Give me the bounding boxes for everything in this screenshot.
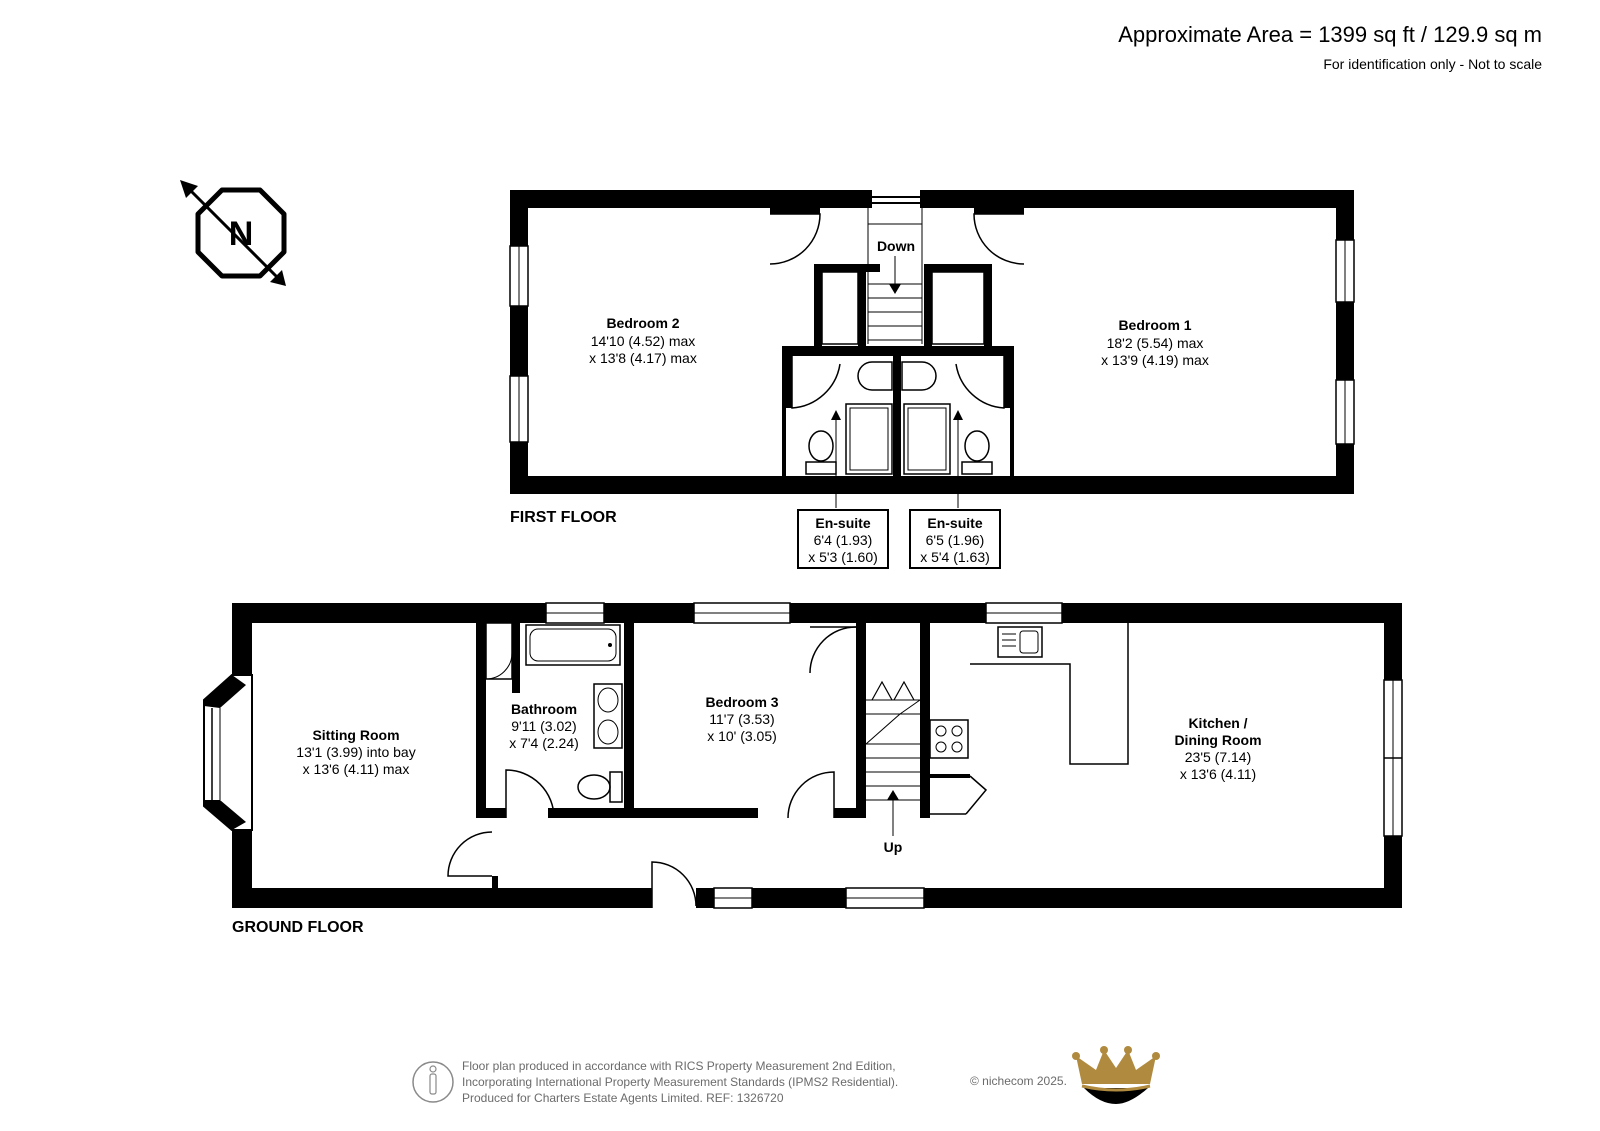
bedroom2-name: Bedroom 2: [606, 315, 680, 331]
footer-disclaimer: [462, 1058, 898, 1106]
kitchen-name-line1: Kitchen /: [1188, 715, 1248, 731]
footer-line3: Produced for Charters Estate Agents Limited. REF: 1326720: [462, 1091, 784, 1105]
first-floor-plan: [510, 190, 1354, 568]
footer-line1: Floor plan produced in accordance with RICS Property Measurement 2nd Edition,: [462, 1059, 896, 1073]
stairs-up-label: Up: [883, 839, 903, 855]
scale-note: For identification only - Not to scale: [1323, 56, 1542, 72]
sitting-room-dim1: 13'1 (3.99) into bay: [296, 744, 416, 760]
bedroom3-dim1: 11'7 (3.53): [709, 711, 775, 727]
footer-line2: Incorporating International Property Measurement Standards (IPMS2 Residential).: [462, 1075, 899, 1089]
bedroom1-dim2: x 13'9 (4.19) max: [1101, 352, 1209, 368]
ensuite-right-dim1: 6'5 (1.96): [925, 532, 985, 548]
ground-floor-plan: [204, 603, 1402, 936]
bedroom1-dim1: 18'2 (5.54) max: [1106, 335, 1204, 351]
bedroom2-dim1: 14'10 (4.52) max: [590, 333, 696, 349]
north-arrow-icon: [180, 180, 286, 286]
first-floor-label: FIRST FLOOR: [510, 509, 617, 526]
ensuite-right-name: En-suite: [927, 515, 983, 531]
crown-logo-icon: [1072, 1046, 1160, 1104]
stairs-down-label: Down: [876, 238, 916, 254]
sitting-room-name: Sitting Room: [312, 727, 400, 743]
bathroom-dim1: 9'11 (3.02): [511, 718, 577, 734]
sitting-room-dim2: x 13'6 (4.11) max: [302, 761, 410, 777]
bedroom3-dim2: x 10' (3.05): [707, 728, 777, 744]
ensuite-left-dim2: x 5'3 (1.60): [808, 549, 878, 565]
person-scale-icon: [413, 1062, 453, 1102]
approximate-area: Approximate Area = 1399 sq ft / 129.9 sq m: [1118, 22, 1542, 47]
kitchen-dim1: 23'5 (7.14): [1184, 749, 1252, 765]
bedroom3-name: Bedroom 3: [705, 694, 779, 710]
north-letter: N: [228, 215, 254, 253]
bathroom-dim2: x 7'4 (2.24): [509, 735, 579, 751]
bedroom2-dim2: x 13'8 (4.17) max: [589, 350, 697, 366]
ground-floor-label: GROUND FLOOR: [232, 919, 364, 936]
ensuite-left-name: En-suite: [815, 515, 871, 531]
ensuite-right-dim2: x 5'4 (1.63): [920, 549, 990, 565]
kitchen-name-line2: Dining Room: [1174, 732, 1262, 748]
kitchen-dim2: x 13'6 (4.11): [1179, 766, 1257, 782]
ensuite-left-dim1: 6'4 (1.93): [813, 532, 873, 548]
bedroom1-name: Bedroom 1: [1118, 317, 1192, 333]
footer-brand: © nichecom 2025.: [970, 1074, 1067, 1088]
bathroom-name: Bathroom: [510, 701, 578, 717]
